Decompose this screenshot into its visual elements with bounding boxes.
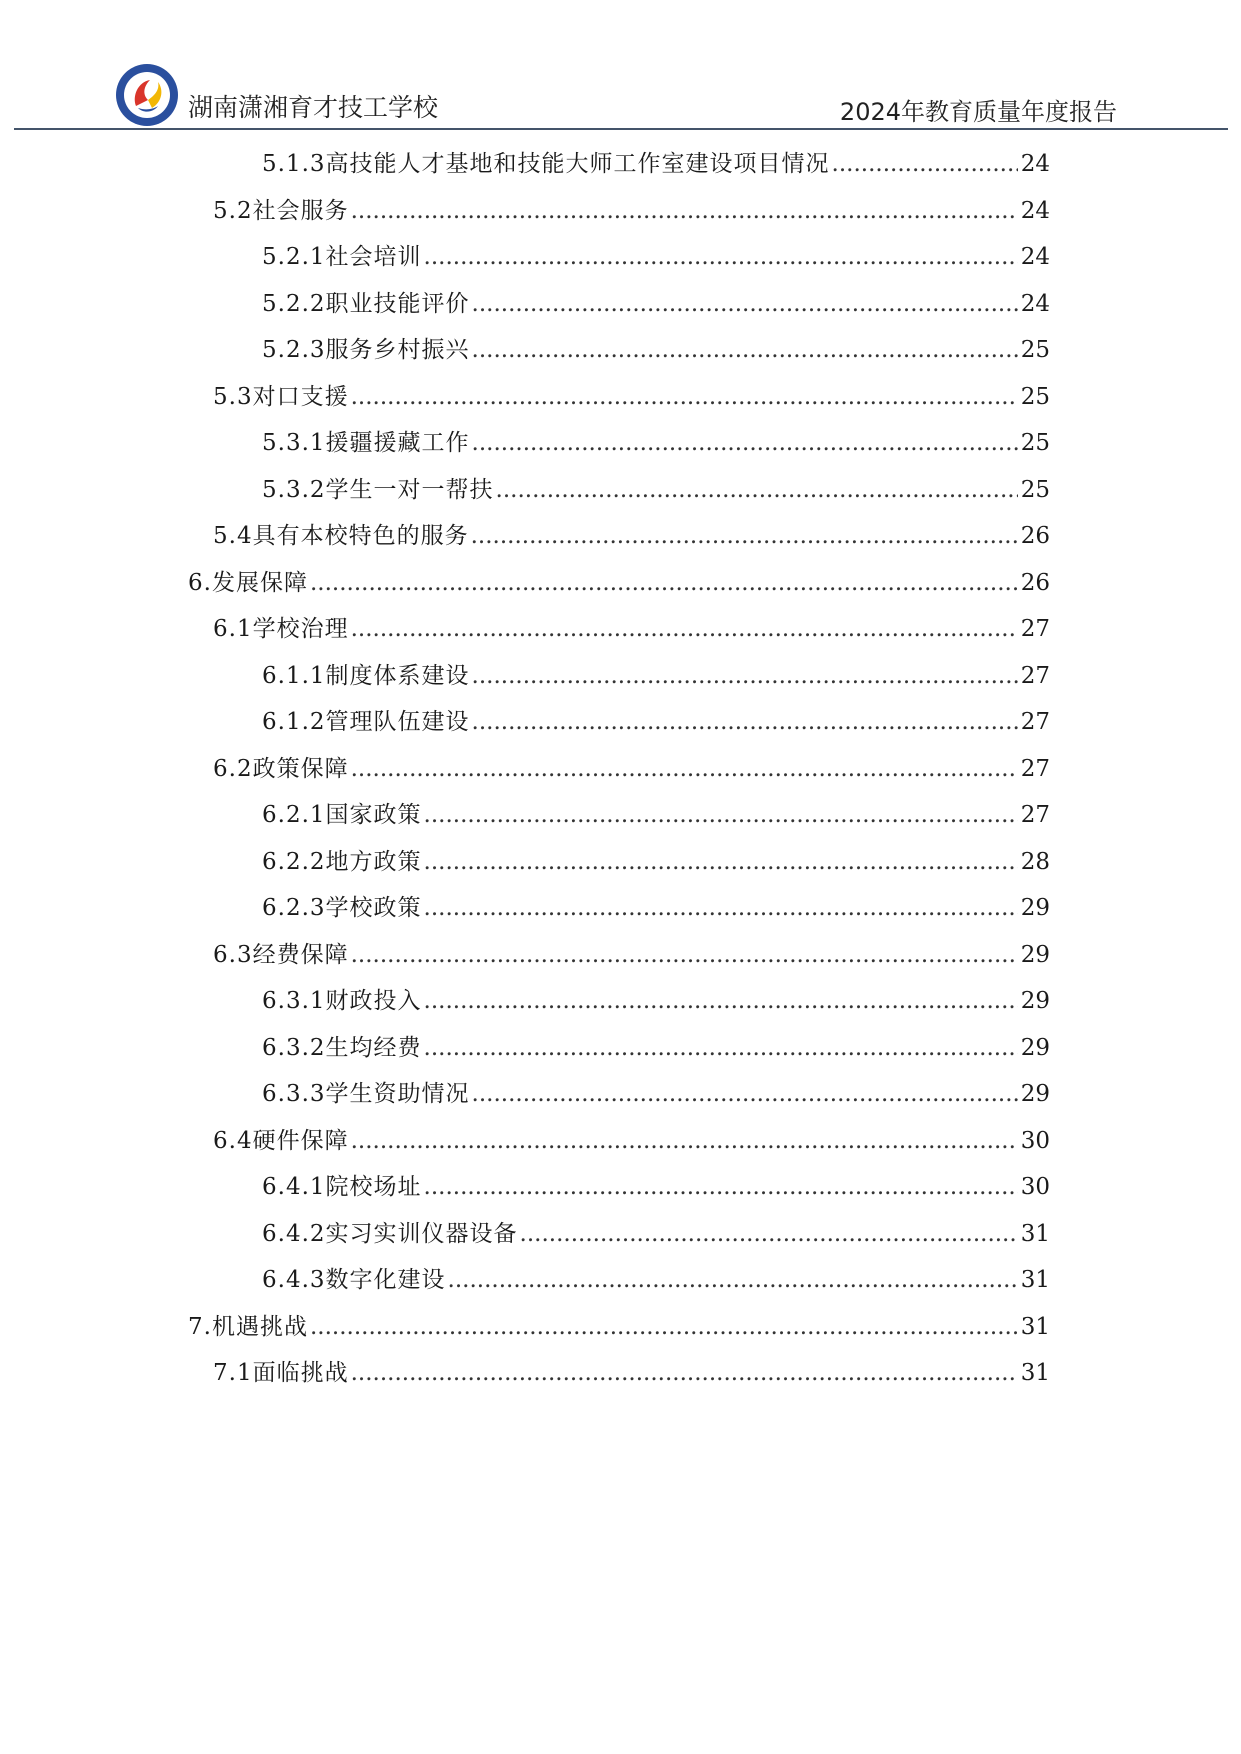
toc-leader-dots: [424, 985, 1018, 1017]
toc-entry[interactable]: [262, 1218, 1050, 1250]
toc-leader-dots: [424, 1032, 1018, 1064]
toc-leader-dots: [310, 567, 1018, 599]
toc-entry-label: 5.2.1社会培训: [262, 244, 422, 270]
toc-leader-dots: [520, 1218, 1018, 1250]
toc-page-number: 29: [1020, 1081, 1050, 1107]
toc-leader-dots: [424, 892, 1018, 924]
toc-entry-label: 7.1面临挑战: [213, 1360, 349, 1386]
toc-leader-dots: [472, 427, 1018, 459]
toc-page-number: 28: [1020, 848, 1050, 875]
toc-leader-dots: [472, 660, 1018, 692]
toc-page-number: 25: [1020, 383, 1050, 410]
toc-entry-label: 5.2.3服务乡村振兴: [262, 337, 470, 363]
toc-entry-label: 6.4.3数字化建设: [262, 1267, 446, 1293]
toc-entry-label: 6.1学校治理: [213, 616, 349, 642]
toc-entry-label: 5.2.2职业技能评价: [262, 290, 470, 317]
toc-entry[interactable]: [262, 1264, 1050, 1296]
toc-page-number: 27: [1020, 802, 1050, 828]
toc-entry[interactable]: [262, 1078, 1050, 1110]
toc-entry[interactable]: [262, 1171, 1050, 1203]
toc-entry[interactable]: [262, 706, 1050, 738]
toc-entry-label: 6.2政策保障: [213, 755, 349, 782]
toc-page-number: 27: [1020, 755, 1050, 782]
toc-entry[interactable]: [262, 799, 1050, 831]
toc-page-number: 25: [1020, 430, 1050, 456]
toc-entry-label: 6.1.1制度体系建设: [262, 662, 470, 689]
toc-page-number: 24: [1020, 290, 1050, 317]
toc-page-number: 31: [1020, 1220, 1050, 1247]
toc-entry[interactable]: [188, 1311, 1050, 1343]
toc-entry-label: 6.2.1国家政策: [262, 802, 422, 828]
toc-leader-dots: [472, 288, 1018, 320]
toc-entry[interactable]: [213, 195, 1050, 227]
toc-page-number: 24: [1020, 151, 1050, 177]
toc-leader-dots: [424, 241, 1018, 273]
toc-entry-label: 6.1.2管理队伍建设: [262, 709, 470, 735]
toc-entry[interactable]: [213, 753, 1050, 785]
school-logo-icon: [114, 62, 180, 128]
toc-entry-label: 7.机遇挑战: [188, 1313, 308, 1340]
toc-entry-label: 5.2社会服务: [213, 197, 349, 224]
toc-entry[interactable]: [262, 660, 1050, 692]
toc-leader-dots: [496, 474, 1018, 506]
toc-page-number: 27: [1020, 616, 1050, 642]
toc-entry-label: 6.2.3学校政策: [262, 895, 422, 921]
toc-leader-dots: [424, 799, 1018, 831]
toc-entry[interactable]: [262, 892, 1050, 924]
toc-leader-dots: [351, 613, 1018, 645]
toc-leader-dots: [472, 706, 1018, 738]
toc-entry-label: 6.4.2实习实训仪器设备: [262, 1220, 518, 1247]
toc-entry-label: 6.3经费保障: [213, 941, 349, 968]
toc-entry[interactable]: [213, 1125, 1050, 1157]
toc-entry-label: 5.1.3高技能人才基地和技能大师工作室建设项目情况: [262, 151, 830, 177]
toc-entry[interactable]: [188, 567, 1050, 599]
toc-entry[interactable]: [262, 1032, 1050, 1064]
toc-page-number: 24: [1020, 197, 1050, 224]
toc-entry[interactable]: [213, 939, 1050, 971]
toc-leader-dots: [351, 195, 1018, 227]
toc-page-number: 30: [1020, 1127, 1050, 1154]
toc-leader-dots: [351, 753, 1018, 785]
toc-entry[interactable]: [262, 241, 1050, 273]
toc-leader-dots: [424, 846, 1018, 878]
toc-entry-label: 6.2.2地方政策: [262, 848, 422, 875]
toc-entry-label: 6.3.2生均经费: [262, 1034, 422, 1061]
toc-leader-dots: [448, 1264, 1018, 1296]
toc-page-number: 31: [1020, 1360, 1050, 1386]
header-divider: [14, 128, 1228, 130]
toc-leader-dots: [351, 1125, 1018, 1157]
toc-leader-dots: [310, 1311, 1018, 1343]
toc-entry[interactable]: [262, 148, 1050, 180]
toc-page-number: 31: [1020, 1267, 1050, 1293]
toc-entry[interactable]: [213, 381, 1050, 413]
school-name: 湖南潇湘育才技工学校: [188, 93, 439, 122]
page-header: [0, 0, 1241, 135]
toc-entry-label: 5.3.1援疆援藏工作: [262, 430, 470, 456]
toc-entry[interactable]: [213, 1357, 1050, 1389]
toc-leader-dots: [832, 148, 1018, 180]
toc-entry[interactable]: [213, 613, 1050, 645]
toc-entry-label: 6.发展保障: [188, 569, 308, 596]
toc-page-number: 29: [1020, 1034, 1050, 1061]
toc-leader-dots: [351, 939, 1018, 971]
toc-leader-dots: [424, 1171, 1018, 1203]
toc-page-number: 29: [1020, 941, 1050, 968]
toc-leader-dots: [472, 1078, 1018, 1110]
toc-page-number: 31: [1020, 1313, 1050, 1340]
toc-entry-label: 5.3对口支援: [213, 383, 349, 410]
toc-entry-label: 6.4硬件保障: [213, 1127, 349, 1154]
toc-entry[interactable]: [262, 288, 1050, 320]
toc-entry[interactable]: [262, 334, 1050, 366]
toc-page-number: 26: [1020, 523, 1050, 549]
toc-page-number: 25: [1020, 476, 1050, 503]
report-title: 2024年教育质量年度报告: [839, 98, 1117, 126]
toc-page-number: 29: [1020, 895, 1050, 921]
toc-entry[interactable]: [262, 985, 1050, 1017]
toc-leader-dots: [472, 334, 1018, 366]
toc-page-number: 24: [1020, 244, 1050, 270]
toc-entry-label: 5.4具有本校特色的服务: [213, 523, 469, 549]
toc-page-number: 29: [1020, 988, 1050, 1014]
toc-leader-dots: [471, 520, 1018, 552]
toc-page-number: 27: [1020, 662, 1050, 689]
toc-leader-dots: [351, 381, 1018, 413]
toc-entry-label: 6.4.1院校场址: [262, 1174, 422, 1200]
toc-page-number: 27: [1020, 709, 1050, 735]
toc-page-number: 26: [1020, 569, 1050, 596]
toc-entry-label: 6.3.3学生资助情况: [262, 1081, 470, 1107]
toc-entry[interactable]: [262, 474, 1050, 506]
toc-page-number: 25: [1020, 337, 1050, 363]
toc-leader-dots: [351, 1357, 1018, 1389]
toc-entry[interactable]: [213, 520, 1050, 552]
toc-entry-label: 5.3.2学生一对一帮扶: [262, 476, 494, 503]
toc-page-number: 30: [1020, 1174, 1050, 1200]
toc-entry[interactable]: [262, 846, 1050, 878]
toc-entry[interactable]: [262, 427, 1050, 459]
toc-entry-label: 6.3.1财政投入: [262, 988, 422, 1014]
